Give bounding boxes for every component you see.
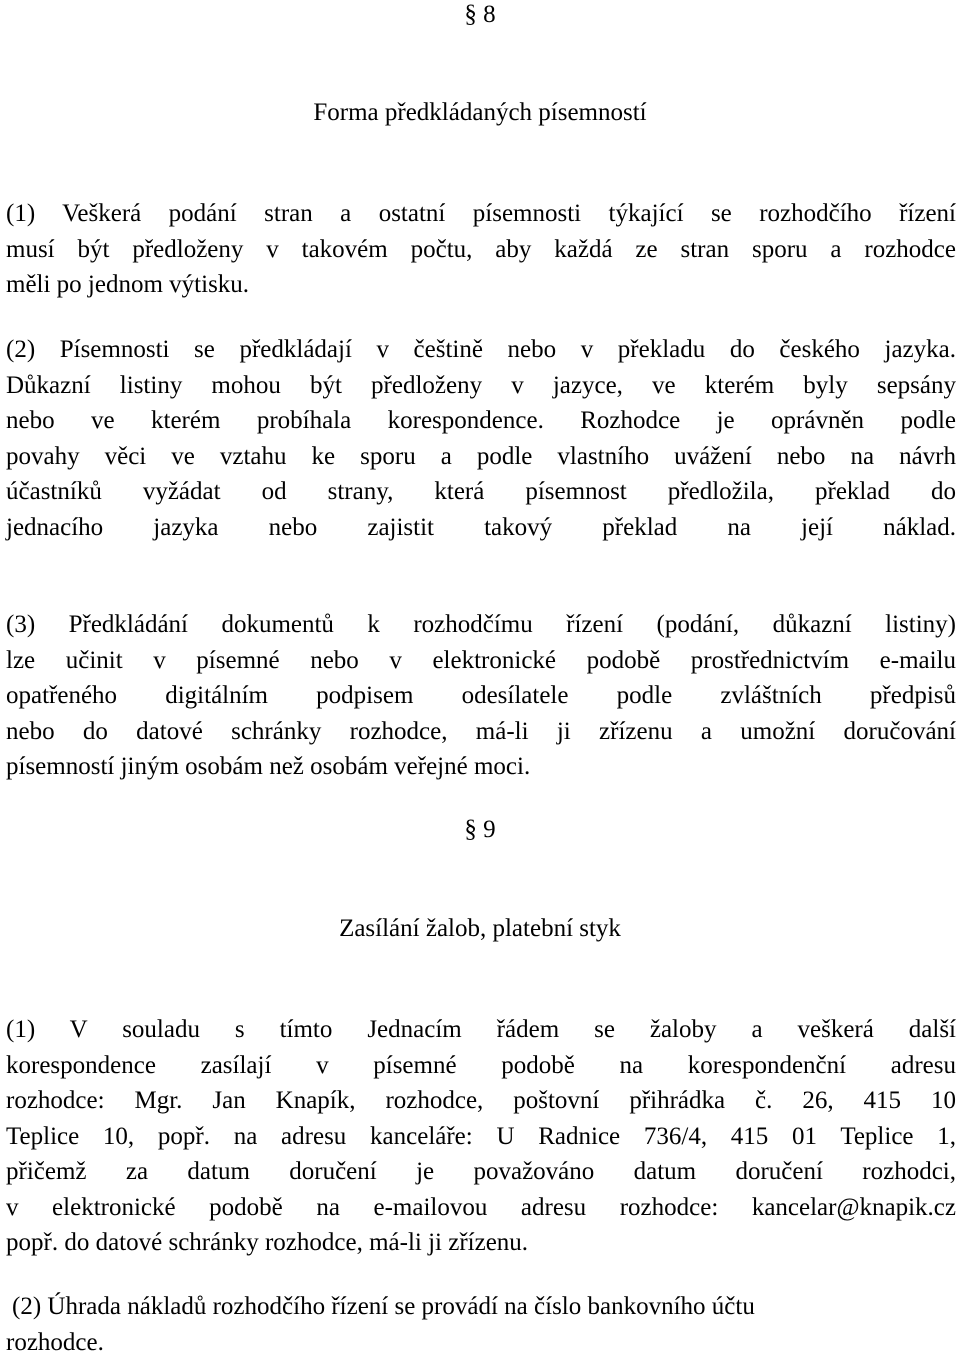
paragraph-line: opatřeného digitálním podpisem odesílatele podle zvláštních předpisů — [6, 678, 956, 714]
section-8-title: Forma předkládaných písemností — [0, 98, 960, 128]
paragraph-line: rozhodce. — [6, 1325, 956, 1360]
paragraph-line: (1) Veškerá podání stran a ostatní písemnosti týkající se rozhodčího řízení — [6, 196, 956, 232]
paragraph-line: popř. do datové schránky rozhodce, má-li ji zřízenu. — [6, 1225, 956, 1261]
section-8-paragraph-3 — [6, 607, 956, 785]
section-8-number: § 8 — [0, 0, 960, 30]
paragraph-line: musí být předloženy v takovém počtu, aby každá ze stran sporu a rozhodce — [6, 232, 956, 268]
paragraph-line: Důkazní listiny mohou být předloženy v jazyce, ve kterém byly sepsány — [6, 368, 956, 404]
paragraph-line: nebo ve kterém probíhala korespondence. Rozhodce je oprávněn podle — [6, 403, 956, 439]
section-8-paragraph-1 — [6, 196, 956, 303]
paragraph-line: v elektronické podobě na e-mailovou adresu rozhodce: kancelar@knapik.cz — [6, 1190, 956, 1226]
paragraph-line: přičemž za datum doručení je považováno datum doručení rozhodci, — [6, 1154, 956, 1190]
paragraph-line: (1) V souladu s tímto Jednacím řádem se žaloby a veškerá další — [6, 1012, 956, 1048]
paragraph-line: účastníků vyžádat od strany, která písemnost předložila, překlad do — [6, 474, 956, 510]
paragraph-line: (2) Písemnosti se předkládají v češtině nebo v překladu do českého jazyka. — [6, 332, 956, 368]
paragraph-line: jednacího jazyka nebo zajistit takový překlad na její náklad. — [6, 510, 956, 546]
paragraph-line: měli po jednom výtisku. — [6, 267, 956, 303]
section-9-title: Zasílání žalob, platební styk — [0, 914, 960, 944]
paragraph-line: (2) Úhrada nákladů rozhodčího řízení se provádí na číslo bankovního účtu — [6, 1289, 956, 1325]
paragraph-line: rozhodce: Mgr. Jan Knapík, rozhodce, poštovní přihrádka č. 26, 415 10 — [6, 1083, 956, 1119]
section-9-paragraph-1 — [6, 1012, 956, 1261]
paragraph-line: korespondence zasílají v písemné podobě na korespondenční adresu — [6, 1048, 956, 1084]
section-8-paragraph-2 — [6, 332, 956, 545]
section-9-paragraph-2 — [6, 1289, 956, 1360]
section-9-number: § 9 — [0, 815, 960, 845]
paragraph-line: Teplice 10, popř. na adresu kanceláře: U Radnice 736/4, 415 01 Teplice 1, — [6, 1119, 956, 1155]
paragraph-line: nebo do datové schránky rozhodce, má-li ji zřízenu a umožní doručování — [6, 714, 956, 750]
paragraph-line: (3) Předkládání dokumentů k rozhodčímu řízení (podání, důkazní listiny) — [6, 607, 956, 643]
paragraph-line: povahy věci ve vztahu ke sporu a podle vlastního uvážení nebo na návrh — [6, 439, 956, 475]
paragraph-line: lze učinit v písemné nebo v elektronické podobě prostřednictvím e-mailu — [6, 643, 956, 679]
paragraph-line: písemností jiným osobám než osobám veřejné moci. — [6, 749, 956, 785]
